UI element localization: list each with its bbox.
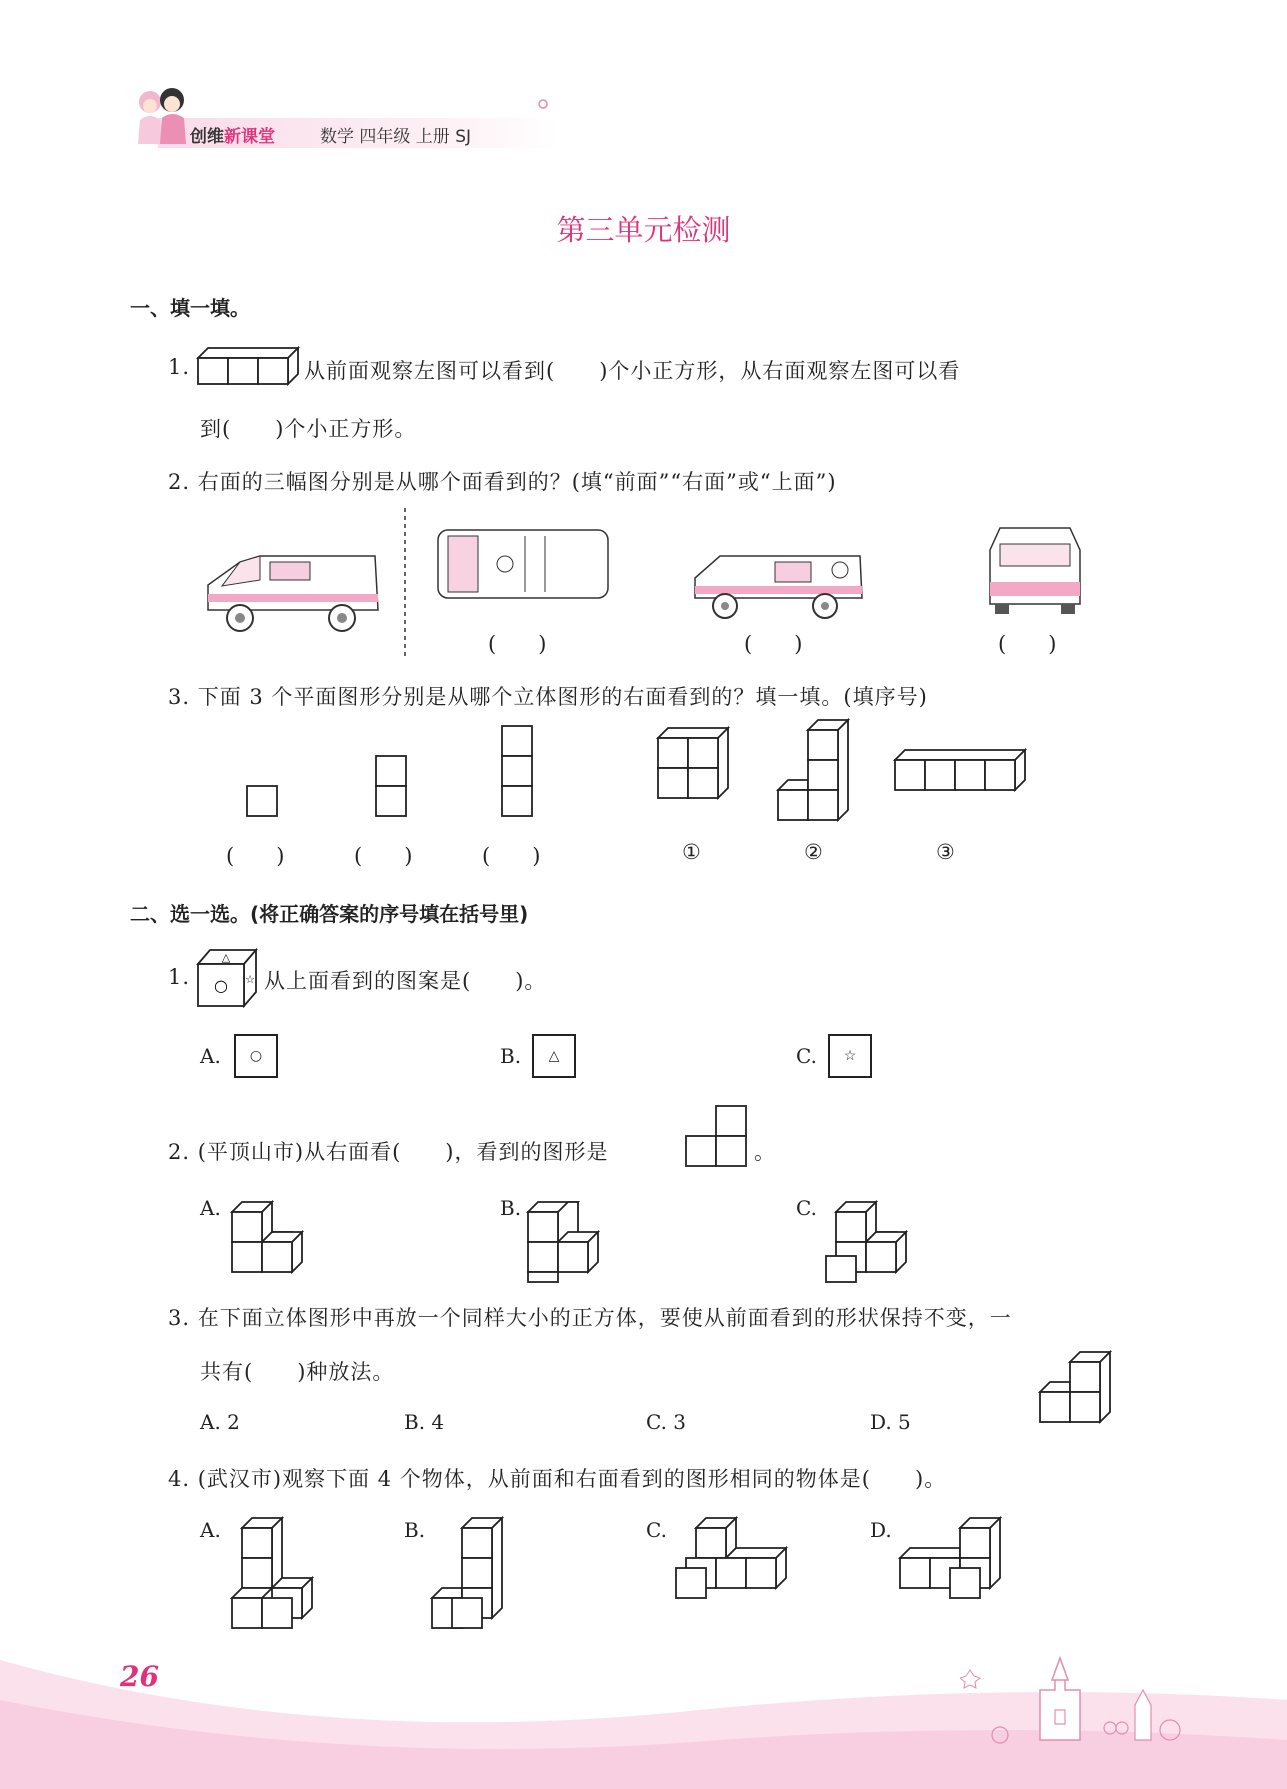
s2-q4-option-c[interactable]: C. <box>646 1518 667 1542</box>
s1-q2-blank-3[interactable]: ( ) <box>998 632 1057 656</box>
s1-q2-blank-1[interactable]: ( ) <box>488 632 547 656</box>
page-title: 第三单元检测 <box>556 213 731 247</box>
page-header <box>128 82 548 154</box>
s1-q3-text: 3. 下面 3 个平面图形分别是从哪个立体图形的右面看到的？填一填。(填序号) <box>168 685 928 709</box>
cube-front-symbol: ○ <box>214 976 228 995</box>
solid-figure-1 <box>658 728 728 798</box>
section-one-heading: 一、填一填。 <box>130 296 250 320</box>
s2-q1-number: 1. <box>168 965 191 989</box>
subject-label: 数学 四年级 上册 SJ <box>320 127 472 147</box>
s1-q1-number: 1. <box>168 355 191 379</box>
cube-top-symbol: △ <box>221 951 231 964</box>
s2-q2-end: 。 <box>754 1140 776 1164</box>
flat-shape-2 <box>376 756 406 816</box>
circle-icon[interactable]: ○ <box>234 1034 278 1078</box>
brand-name: 创维新课堂 <box>190 127 275 147</box>
s1-q2-blank-2[interactable]: ( ) <box>744 632 803 656</box>
solid-label-2: ② <box>804 840 823 864</box>
s2-q3-option-a[interactable]: A. 2 <box>200 1410 240 1434</box>
solid-figure-2 <box>778 720 848 820</box>
s1-q3-blank-1[interactable]: ( ) <box>226 844 285 868</box>
solid-figure-3 <box>895 750 1025 790</box>
s2-q4-option-a[interactable]: A. <box>200 1518 221 1542</box>
s2-q2-figure-b <box>524 1196 616 1286</box>
flat-shape-3 <box>502 726 532 816</box>
s2-q3-text-a: 3. 在下面立体图形中再放一个同样大小的正方体，要使从前面看到的形状保持不变，一 <box>168 1306 1012 1330</box>
ambulance-views <box>200 500 1100 665</box>
s2-q2-option-c[interactable]: C. <box>796 1196 817 1220</box>
s2-q3-option-b[interactable]: B. 4 <box>404 1410 445 1434</box>
symbol-cube-figure <box>196 946 260 1008</box>
section-two-heading: 二、选一选。(将正确答案的序号填在括号里) <box>130 902 529 926</box>
cube-side-symbol: ☆ <box>245 973 255 986</box>
s1-q2-text: 2. 右面的三幅图分别是从哪个面看到的？(填“前面”“右面”或“上面”) <box>168 470 837 494</box>
s2-q2-text: 2. (平顶山市)从右面看( )，看到的图形是 <box>168 1140 609 1164</box>
s2-q1-option-c-letter[interactable]: C. <box>796 1044 817 1068</box>
cartoon-girls-icon <box>128 82 198 154</box>
ambulance-front-view <box>990 528 1080 614</box>
s2-q2-option-a[interactable]: A. <box>200 1196 221 1220</box>
s2-q4-figure-c <box>672 1512 802 1602</box>
solid-label-3: ③ <box>936 840 955 864</box>
s1-q3-blank-2[interactable]: ( ) <box>354 844 413 868</box>
s2-q2-option-b[interactable]: B. <box>500 1196 522 1220</box>
s2-q4-figure-d <box>896 1512 1016 1612</box>
s2-q3-text-b: 共有( )种放法。 <box>200 1360 395 1384</box>
s2-q1-option-b-letter[interactable]: B. <box>500 1044 522 1068</box>
q2-right-view-figure <box>684 1104 750 1168</box>
s1-q1-text-b: 到( )个小正方形。 <box>200 417 417 441</box>
s2-q2-figure-c <box>822 1196 914 1286</box>
flower-icon <box>533 94 553 114</box>
s2-q4-option-d[interactable]: D. <box>870 1518 892 1542</box>
s2-q3-figure <box>1036 1348 1112 1426</box>
ambulance-perspective-image <box>208 556 378 631</box>
ambulance-top-view <box>438 530 608 598</box>
ambulance-side-view <box>695 556 862 618</box>
star-icon[interactable]: ☆ <box>828 1034 872 1078</box>
s2-q4-text: 4. (武汉市)观察下面 4 个物体，从前面和右面看到的图形相同的物体是( )。 <box>168 1467 947 1491</box>
s1-q1-text-a: 从前面观察左图可以看到( )个小正方形，从右面观察左图可以看 <box>304 359 961 383</box>
page-number: 26 <box>120 1660 159 1693</box>
solid-label-1: ① <box>682 840 701 864</box>
three-cubes-figure <box>196 344 302 386</box>
flat-shape-1 <box>247 786 277 816</box>
s2-q2-figure-a <box>228 1196 308 1276</box>
s2-q3-option-c[interactable]: C. 3 <box>646 1410 687 1434</box>
s2-q1-text: 从上面看到的图案是( )。 <box>264 969 547 993</box>
s2-q1-option-a-letter[interactable]: A. <box>200 1044 221 1068</box>
s1-q3-blank-3[interactable]: ( ) <box>482 844 541 868</box>
s2-q3-option-d[interactable]: D. 5 <box>870 1410 911 1434</box>
triangle-icon[interactable]: △ <box>532 1034 576 1078</box>
castle-scene-icon <box>960 1650 1190 1750</box>
s2-q4-option-b[interactable]: B. <box>404 1518 426 1542</box>
q3-figures <box>240 718 1040 830</box>
